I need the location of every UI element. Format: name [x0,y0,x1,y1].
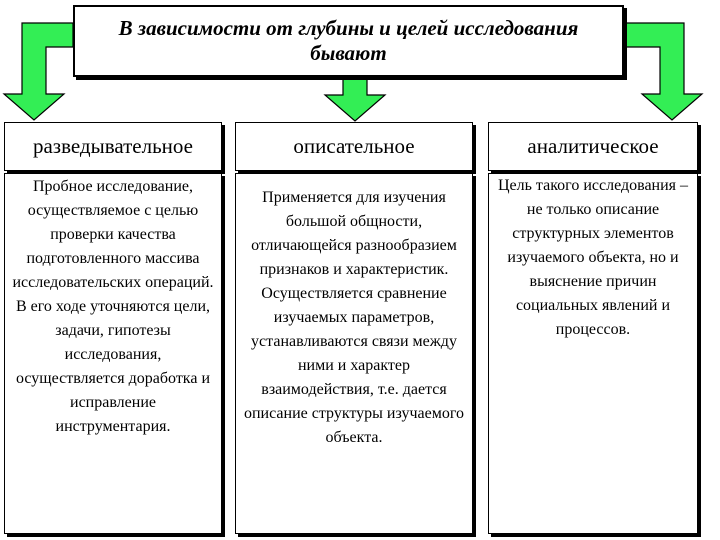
arrow-left [4,23,73,120]
description-descriptive [235,173,473,534]
arrow-center [325,77,385,121]
diagram-title: В зависимости от глубины и целей исследования бывают [73,5,624,77]
heading-exploratory: разведывательное [4,122,222,171]
description-exploratory-text: Пробное исследование, осуществляемое с целью проверки качества подготовленного массива исследовательских операций. В его ходе уточняются цели, задачи, гипотезы исследования, осуществляется доработка и исправление инструментария. [12,178,214,435]
description-exploratory [4,173,222,534]
description-analytical [488,173,698,534]
description-analytical-text: Цель такого исследования – не только описание структурных элементов изучаемого объекта, но и выяснение причин социальных явлений и процессов. [497,177,689,338]
arrow-right [624,23,702,120]
heading-descriptive: описательное [235,122,473,171]
heading-analytical: аналитическое [488,122,698,171]
description-descriptive-text: Применяется для изучения большой общности, отличающейся разнообразием признаков и характеристик. Осуществляется сравнение изучаемых параметров, устанавливаются связи между ними и характер взаимодействия, т.е. дается описание структуры изучаемого объекта. [243,189,464,446]
